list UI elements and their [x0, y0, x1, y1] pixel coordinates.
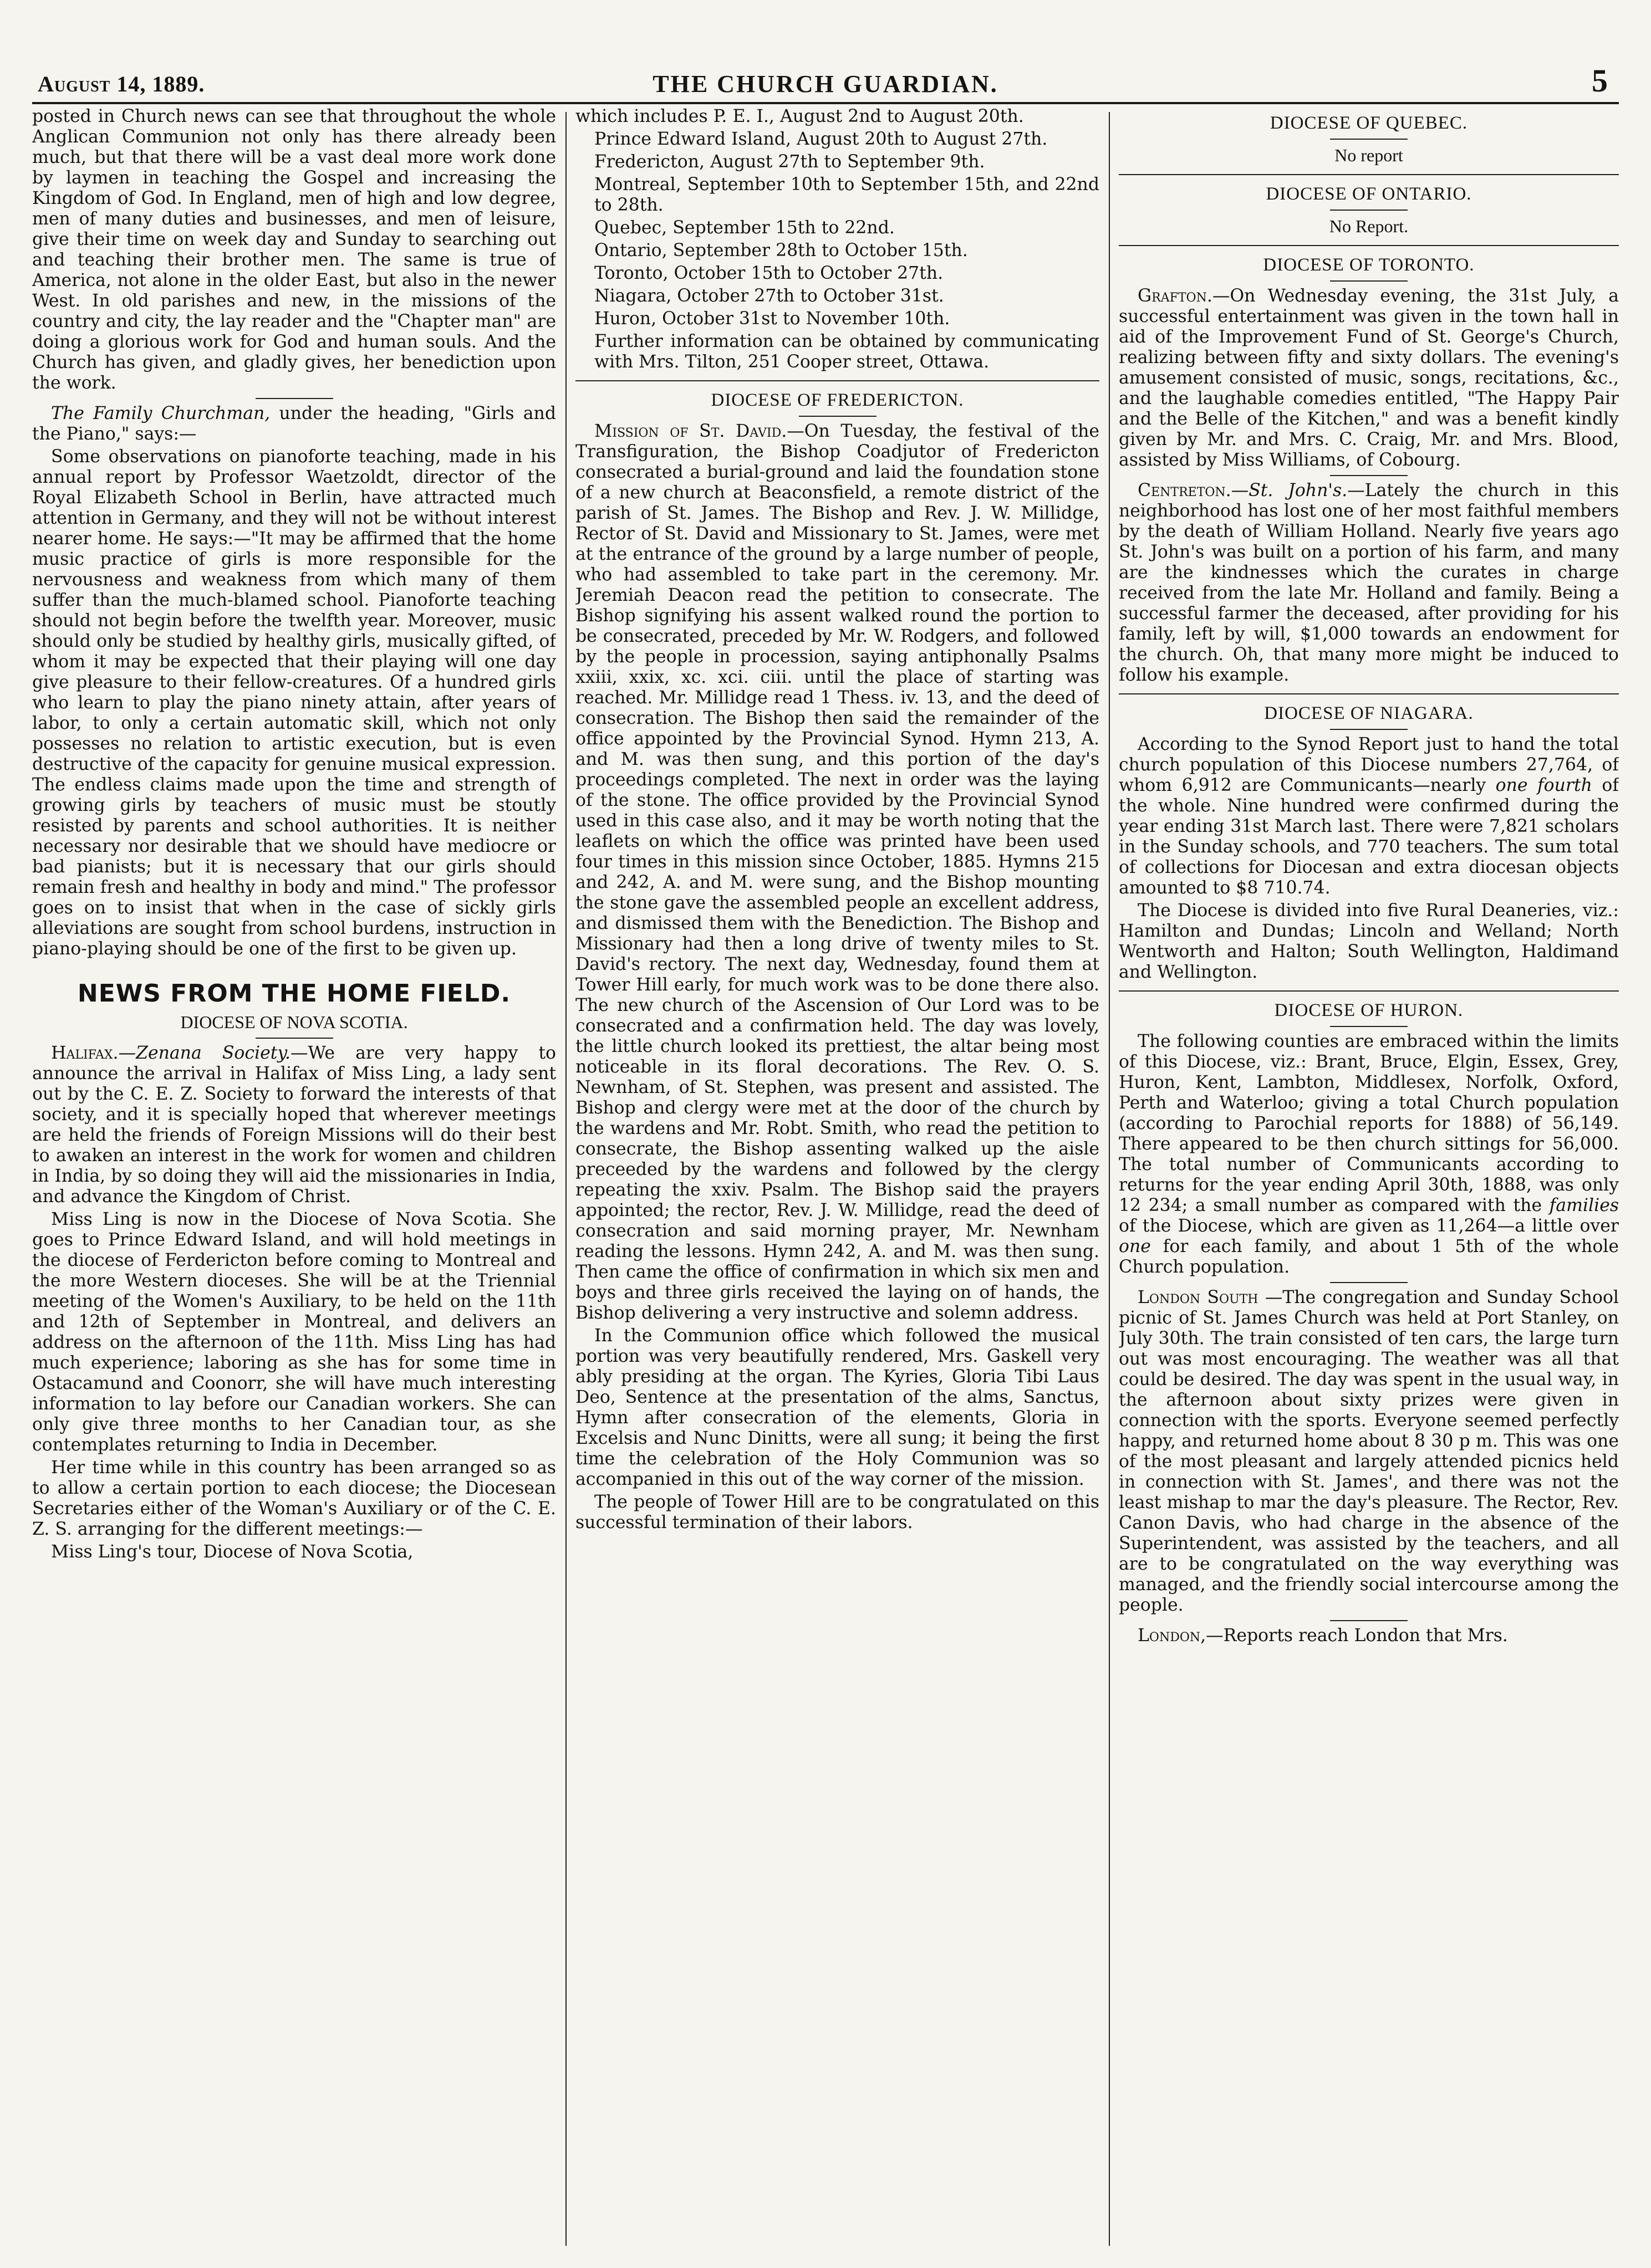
- diocese-heading: DIOCESE OF NOVA SCOTIA.: [180, 1012, 408, 1032]
- paragraph: Miss Ling is now in the Diocese of Nova Scotia. She goes to Prince Edward Island, and will hold meetings in the diocese of Ferdericton before coming to Montreal and the more Western dioceses. She will be at the Triennial meeting of the Women's Auxiliary, to be held on the 11th and 12th of September in Montreal, and delivers an address on the afternoon of the 11th. Miss Ling has had much experience; laboring as she has for some time in Ostacamund and Coonorr, she will have much interesting information to lay before our Canadian workers. She can only give three months to her Canadian tour, as she contemplates returning to India in December.: [32, 1209, 556, 1455]
- diocese-heading: DIOCESE OF FREDERICTON.: [711, 390, 964, 410]
- paragraph: posted in Church news can see that throughout the whole Anglican Communion not only has there already been much, but that there will be a vast deal more work done by laymen in teaching the Gospel and increasing the Kingdom of God. In England, men of high and low degree, men of many duties and businesses, and men of leisure, give their time on week day and Sunday to searching out and teaching their brother men. The same is true of America, not alone in the older East, but also in the newer West. In old parishes and new, in the missions of the country and city, the lay reader and the "Chapter man" are doing a glorious work for God and human souls. And the Church has given, and gladly gives, her benediction upon the work.: [32, 106, 556, 393]
- paragraph-text: of the Diocese, which are given as 11,264—a little over: [1119, 1216, 1619, 1236]
- paragraph-text: —On Wednesday evening, the 31st July, a successful entertainment was given in the town hall in aid of the Improvement Fund of St. George's Church, realizing between fifty and sixty dollars. The evening's amusement consisted of music, songs, recitations, &c., and the laughable comedies entitled, "The Happy Pair and the Belle of the Kitchen," and was a benefit kindly given by Mr. and Mrs. C. Craig, Mr. and Mrs. Blood, assisted by Miss Williams, of Cobourg.: [1119, 286, 1619, 470]
- italic-text: The Family Churchman,: [51, 403, 271, 423]
- italic-text: families: [1549, 1196, 1619, 1215]
- paragraph-text: The following counties are embraced within the limits of this Diocese, viz.: Brant, Bruce, Elgin, Essex, Grey, Huron, Kent, Lambton, Middlesex, Norfolk, Oxford, Perth and Waterloo; giving a total Church population (according to Parochial reports for 1888) of 56,149. There appeared to be then church sittings for 56,000. The total number of Communicants according to returns for the year ending April 30th, 1888, was only 12 234; a small number as compared with the: [1119, 1031, 1619, 1215]
- divider: [256, 1038, 333, 1039]
- diocese-note: No Report.: [1329, 216, 1409, 236]
- divider: [1330, 1620, 1408, 1621]
- paragraph-text: under the heading, "Girls and the Piano," says:—: [32, 403, 556, 444]
- masthead: [32, 55, 1619, 104]
- paragraph: The people of Tower Hill are to be congratulated on this successful termination of their labors.: [575, 1492, 1099, 1533]
- divider: [1119, 990, 1619, 992]
- place-name: London South: [1138, 1288, 1258, 1307]
- paragraph: [32, 1043, 556, 1207]
- paragraph: which includes P. E. I., August 2nd to August 20th.: [575, 106, 1024, 126]
- place-name: Grafton.: [1138, 286, 1212, 306]
- paragraph: [1119, 734, 1619, 898]
- italic-text: one: [1119, 1237, 1151, 1256]
- divider: [1330, 1026, 1408, 1027]
- column-rule: [1109, 112, 1110, 2246]
- divider: [1330, 729, 1408, 730]
- paragraph: [32, 403, 556, 445]
- divider: [1330, 210, 1408, 211]
- divider: [575, 380, 1099, 381]
- paragraph: [1119, 1288, 1619, 1616]
- schedule-item: Further information can be obtained by communicating with Mrs. Tilton, 251 Cooper street, Ottawa.: [594, 331, 1099, 372]
- section-heading: NEWS FROM THE HOME FIELD.: [77, 979, 511, 1008]
- divider: [1119, 693, 1619, 694]
- paragraph: In the Communion office which followed the musical portion was very beautifully rendered, Mrs. Gaskell very ably presiding at the organ. The Kyries, Gloria Tibi Laus Deo, Sentence at the presentation of the alms, Sanctus, Hymn after consecration of the elements, Gloria in Excelsis and Nunc Dinitts, were all sung; it being the first time the celebration of the Holy Communion was so accompanied in this out of the way corner of the mission.: [575, 1326, 1099, 1489]
- paragraph-text: —We are very happy to announce the arrival in Halifax of Miss Ling, a lady sent out by the C. E. Z. Society to forward the interests of that society, and it is specially hoped that wherever meetings are held the friends of Foreign Missions will do their best to awaken an interest in the work for women and children in India, by so doing they will aid the missionaries in India, and advance the Kingdom of Christ.: [32, 1043, 556, 1207]
- place-name: Halifax.: [51, 1043, 119, 1063]
- divider: [1330, 475, 1408, 476]
- paragraph: [1119, 481, 1619, 686]
- diocese-heading: DIOCESE OF TORONTO.: [1263, 255, 1475, 275]
- columns: [32, 106, 1619, 2246]
- newspaper-title: THE CHURCH GUARDIAN.: [653, 70, 998, 98]
- schedule-item: Montreal, September 10th to September 15th, and 22nd to 28th.: [594, 175, 1099, 215]
- paragraph-text: —Reports reach London that Mrs.: [1206, 1626, 1508, 1646]
- schedule-item: Toronto, October 15th to October 27th.: [594, 263, 944, 283]
- diocese-heading: DIOCESE OF QUEBEC.: [1270, 113, 1468, 133]
- schedule-item: Huron, October 31st to November 10th.: [594, 309, 950, 329]
- paragraph-text: of the whole. Nine hundred were confirmed during the year ending 31st March last. There were 7,821 scholars in the Sunday schools, and 770 teachers. The sum total of collections for Diocesan and extra diocesan objects amounted to $8 710.74.: [1119, 775, 1619, 898]
- diocese-note: No report: [1334, 145, 1403, 165]
- divider: [1119, 245, 1619, 246]
- schedule-item: Quebec, September 15th to 22nd.: [594, 218, 895, 238]
- column-3: [1119, 106, 1619, 2246]
- tour-schedule: [575, 129, 1099, 372]
- italic-text: —Zenana Society.: [118, 1043, 291, 1063]
- paragraph-text: —On Tuesday, the festival of the Transfiguration, the Bishop Coadjutor of Fredericton consecrated a burial-ground and laid the foundation stone of a new church at Beaconsfield, a remote district of the parish of St. James. The Bishop and Rev. J. W. Millidge, Rector of St. David and Missionary to St. James, were met at the entrance of the ground by a large number of people, who had assembled to take part in the ceremony. Mr. Jeremiah Deacon read the petition to consecrate. The Bishop signifying his assent walked round the portion to be consecrated, preceded by Mr. W. Rodgers, and followed by the people in procession, saying antiphonally Psalms xxiii, xxix, xc. xci. ciii. until the place of starting was reached. Mr. Millidge read 1 Thess. iv. 13, and the deed of consecration. The Bishop then said the remainder of the office appointed by the Provincial Synod. Hymn 213, A. and M. was then sung, and this portion of the day's proceedings completed. The next in order was the laying of the stone. The office provided by the Provincial Synod used in this case also, and it may be worth noting that the leaflets on which the office was printed have been used four times in this mission since October, 1885. Hymns 215 and 242, A. and M. were sung, and the Bishop mounting the stone gave the assembled people an excellent address, and dismissed them with the Benediction. The Bishop and Missionary had then a long drive of twenty miles to St. David's rectory. The next day, Wednesday, found them at Tower Hill early, for much work was to be done there also. The new church of the Ascension of Our Lord was to be consecrated and a confirmation held. The day was lovely, the little church looked its prettiest, the altar being most noticeable in its floral decorations. The Rev. O. S. Newnham, of St. Stephen, was present and assisted. The Bishop and clergy were met at the door of the church by the wardens and Mr. Robt. Smith, who read the petition to consecrate, the Bishop assenting walked up the aisle preceeded by the wardens and followed by the clergy repeating the xxiv. Psalm. The Bishop said the prayers appointed; the rector, Rev. J. W. Millidge, read the deed of consecration and said morning prayer, Mr. Newnham reading the lessons. Hymn 242, A. and M. was then sung. Then came the office of confirmation in which six men and boys and three girls received the laying on of hands, the Bishop delivering a very instructive and solemn address.: [575, 421, 1099, 1323]
- paragraph: Her time while in this country has been arranged so as to allow a certain portion to each diocese; the Diocesean Secretaries either of the Woman's Auxiliary or of the C. E. Z. S. arranging for the different meetings:—: [32, 1458, 556, 1539]
- paragraph: [575, 421, 1099, 1324]
- divider: [799, 416, 877, 417]
- italic-text: —St. John's.: [1231, 481, 1348, 500]
- issue-date: August 14, 1889.: [38, 71, 205, 96]
- paragraph: [1119, 1626, 1619, 1646]
- column-rule: [565, 112, 567, 2246]
- paragraph: Some observations on pianoforte teaching, made in his annual report by Professor Waetzoldt, director of the Royal Elizabeth School in Berlin, have attracted much attention in Germany, and they will not be without interest nearer home. He says:—"It may be affirmed that the home music practice of girls is more responsible for the nervousness and weakness from which many of them suffer than the much-blamed school. Pianoforte teaching should not begin before the twelfth year. Moreover, music should only be studied by healthy girls, musically gifted, of whom it may be expected that their playing will one day give pleasure to their fellow-creatures. Of a hundred girls who learn to play the piano ninety attain, after years of labor, to only a certain automatic skill, which not only possesses no relation to artistic execution, but is even destructive of the capacity for genuine musical expression. The endless claims made upon the time and strength of growing girls by teachers of music must be stoutly resisted by parents and school authorities. It is neither necessary nor desirable that we should have mediocre or bad pianists; but it is necessary that our girls should remain fresh and healthy in body and mind." The professor goes on to insist that when in the case of sickly girls alleviations are sought from school burdens, instruction in piano-playing should be one of the first to be given up.: [32, 447, 556, 959]
- diocese-heading: DIOCESE OF HURON.: [1274, 1000, 1464, 1020]
- paragraph-text: for each family, and about 1 5th of the whole Church population.: [1119, 1237, 1619, 1277]
- diocese-heading: DIOCESE OF NIAGARA.: [1264, 703, 1474, 723]
- diocese-heading: DIOCESE OF ONTARIO.: [1266, 184, 1472, 204]
- schedule-item: Fredericton, August 27th to September 9th.: [594, 152, 985, 172]
- schedule-item: Prince Edward Island, August 20th to August 27th.: [594, 129, 1048, 149]
- place-name: Centreton.: [1138, 481, 1231, 500]
- divider: [256, 398, 333, 399]
- schedule-item: Ontario, September 28th to October 15th.: [594, 241, 968, 260]
- place-name: London,: [1138, 1626, 1206, 1646]
- column-2: [575, 106, 1099, 2246]
- paragraph: [1119, 1031, 1619, 1278]
- paragraph-text: —The congregation and Sunday School picnic of St. James Church was held at Port Stanley, on July 30th. The train consisted of ten cars, the large turn out was most encouraging. The weather was all that could be desired. The day was spent in the usual way, in the afternoon about sixty prizes were given in connection with the sports. Everyone seemed perfectly happy, and returned home about 8 30 p m. This was one of the most pleasant and largely attended picnics held in connection with St. James', and there was not the least mishap to mar the day's pleasure. The Rector, Rev. Canon Davis, who had charge in the absence of the Superintendent, was assisted by the teachers, and all are to be congratulated on the way everything was managed, and the friendly social intercourse among the people.: [1119, 1288, 1619, 1615]
- italic-text: one fourth: [1495, 775, 1592, 795]
- divider: [1330, 280, 1408, 282]
- paragraph: [1119, 286, 1619, 471]
- paragraph-text: —Lately the church in this neighborhood has lost one of her most faithful members by the death of William Holland. Nearly five years ago St. John's was built on a portion of his farm, and many are the kindnesses which the curates in charge received from the late Mr. Holland and family. Being a successful farmer the deceased, after providing for his family, left by will, $1,000 towards an endowment for the church. Oh, that many more might be induced to follow his example.: [1119, 481, 1619, 685]
- column-1: [32, 106, 556, 2246]
- paragraph: The Diocese is divided into five Rural Deaneries, viz.: Hamilton and Dundas; Lincoln and Welland; North Wentworth and Halton; South Wellington, Haldimand and Wellington.: [1119, 901, 1619, 982]
- divider: [1330, 139, 1408, 140]
- paragraph: Miss Ling's tour, Diocese of Nova Scotia,: [51, 1542, 414, 1562]
- divider: [1119, 174, 1619, 175]
- paragraph-text: According to the Synod Report just to hand the total church population of this Diocese numbers 27,764, of whom 6,912 are Communicants—nearly: [1119, 734, 1619, 795]
- divider: [1330, 1282, 1408, 1283]
- schedule-item: Niagara, October 27th to October 31st.: [594, 286, 944, 306]
- place-name: Mission of St. David.: [594, 421, 787, 441]
- page-number: 5: [1592, 63, 1608, 99]
